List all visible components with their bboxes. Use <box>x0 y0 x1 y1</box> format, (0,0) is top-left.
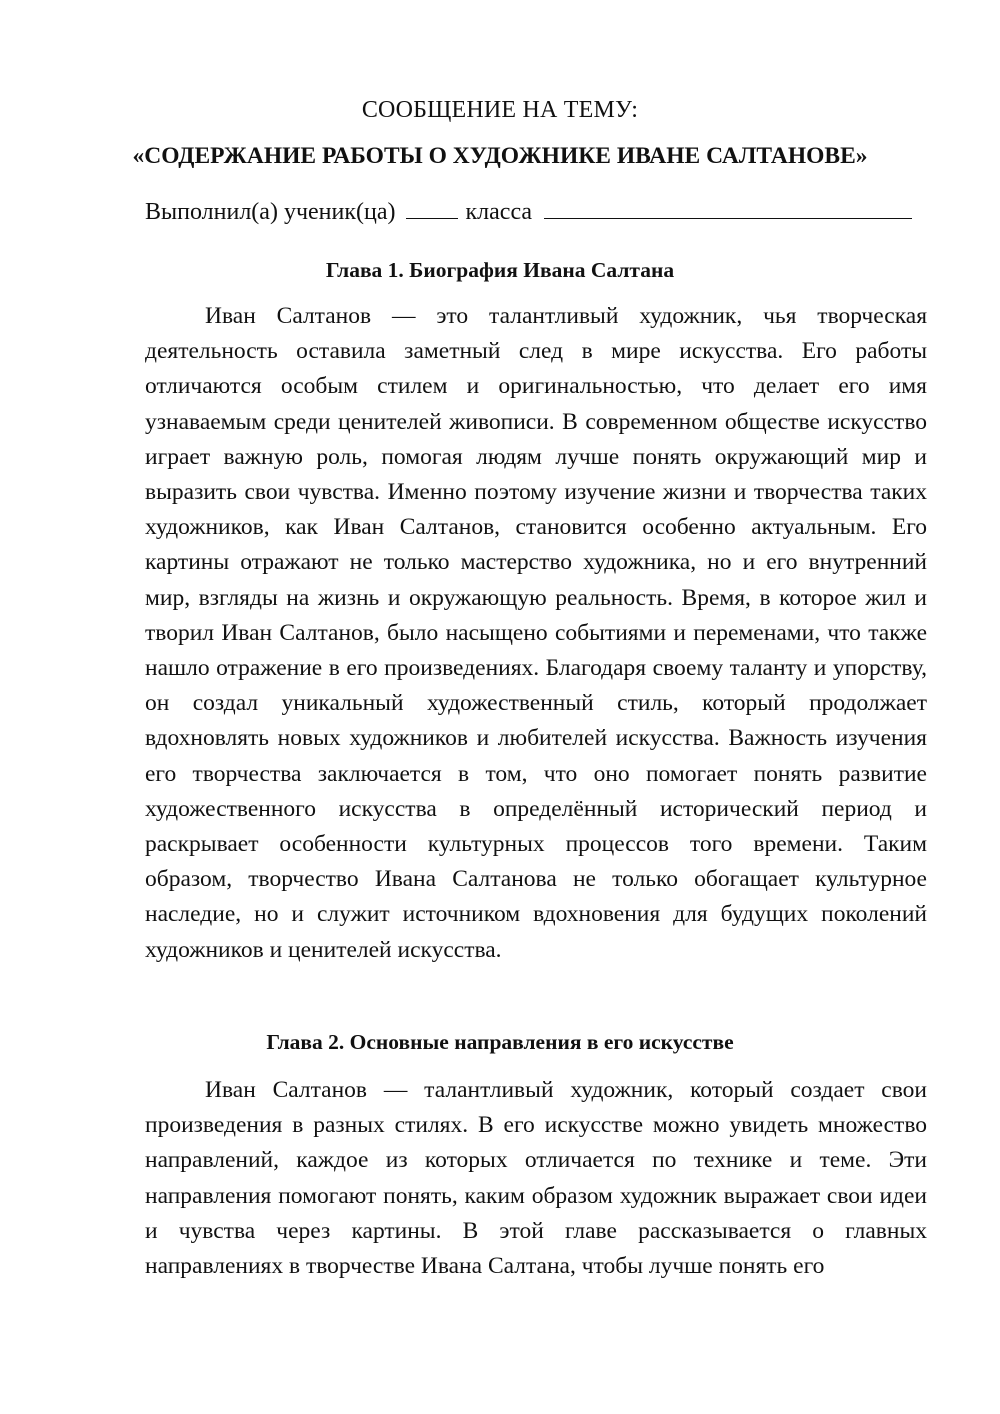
performer-label: Выполнил(а) ученик(ца) <box>145 199 396 225</box>
class-number-blank <box>406 196 458 219</box>
document-title-line1: СООБЩЕНИЕ НА ТЕМУ: <box>361 97 639 123</box>
chapter-1-heading: Глава 1. Биография Ивана Салтана <box>325 258 675 282</box>
chapter-2-heading: Глава 2. Основные направления в его искусстве <box>266 1030 734 1054</box>
performer-line <box>145 194 935 230</box>
document-title-line2: «СОДЕРЖАНИЕ РАБОТЫ О ХУДОЖНИКЕ ИВАНЕ САЛТАНОВЕ» <box>132 143 868 169</box>
chapter-2-paragraph: Иван Салтанов — талантливый художник, который создает свои произведения в разных стилях. В его искусстве можно увидеть множество направлений, каждое из которых отличается по технике и теме. Эти направления помогают понять, каким образом художник выражает свои идеи и чувства через картины. В этой главе рассказывается о главных направлениях в творчестве Ивана Салтана, чтобы лучше понять его <box>145 1077 927 1280</box>
name-blank <box>544 196 912 219</box>
chapter-1-paragraph: Иван Салтанов — это талантливый художник, чья творческая деятельность оставила заметный след в мире искусства. Его работы отличаются особым стилем и оригинальностью, что делает его имя узнаваемым среди ценителей живописи. В современном обществе искусство играет важную роль, помогая людям лучше понять окружающий мир и выразить свои чувства. Именно поэтому изучение жизни и творчества таких художников, как Иван Салтанов, становится особенно актуальным. Его картины отражают не только мастерство художника, но и его внутренний мир, взгляды на жизнь и окружающую реальность. Время, в которое жил и творил Иван Салтанов, было насыщено событиями и переменами, что также нашло отражение в его произведениях. Благодаря своему таланту и упорству, он создал уникальный художественный стиль, который продолжает вдохновлять новых художников и любителей искусства. Важность изучения его творчества заключается в том, что оно помогает понять развитие художественного искусства в определённый исторический период и раскрывает особенности культурных процессов того времени. Таким образом, творчество Ивана Салтанова не только обогащает культурное наследие, но и служит источником вдохновения для будущих поколений художников и ценителей искусства. <box>145 303 927 963</box>
class-label: класса <box>465 199 533 225</box>
